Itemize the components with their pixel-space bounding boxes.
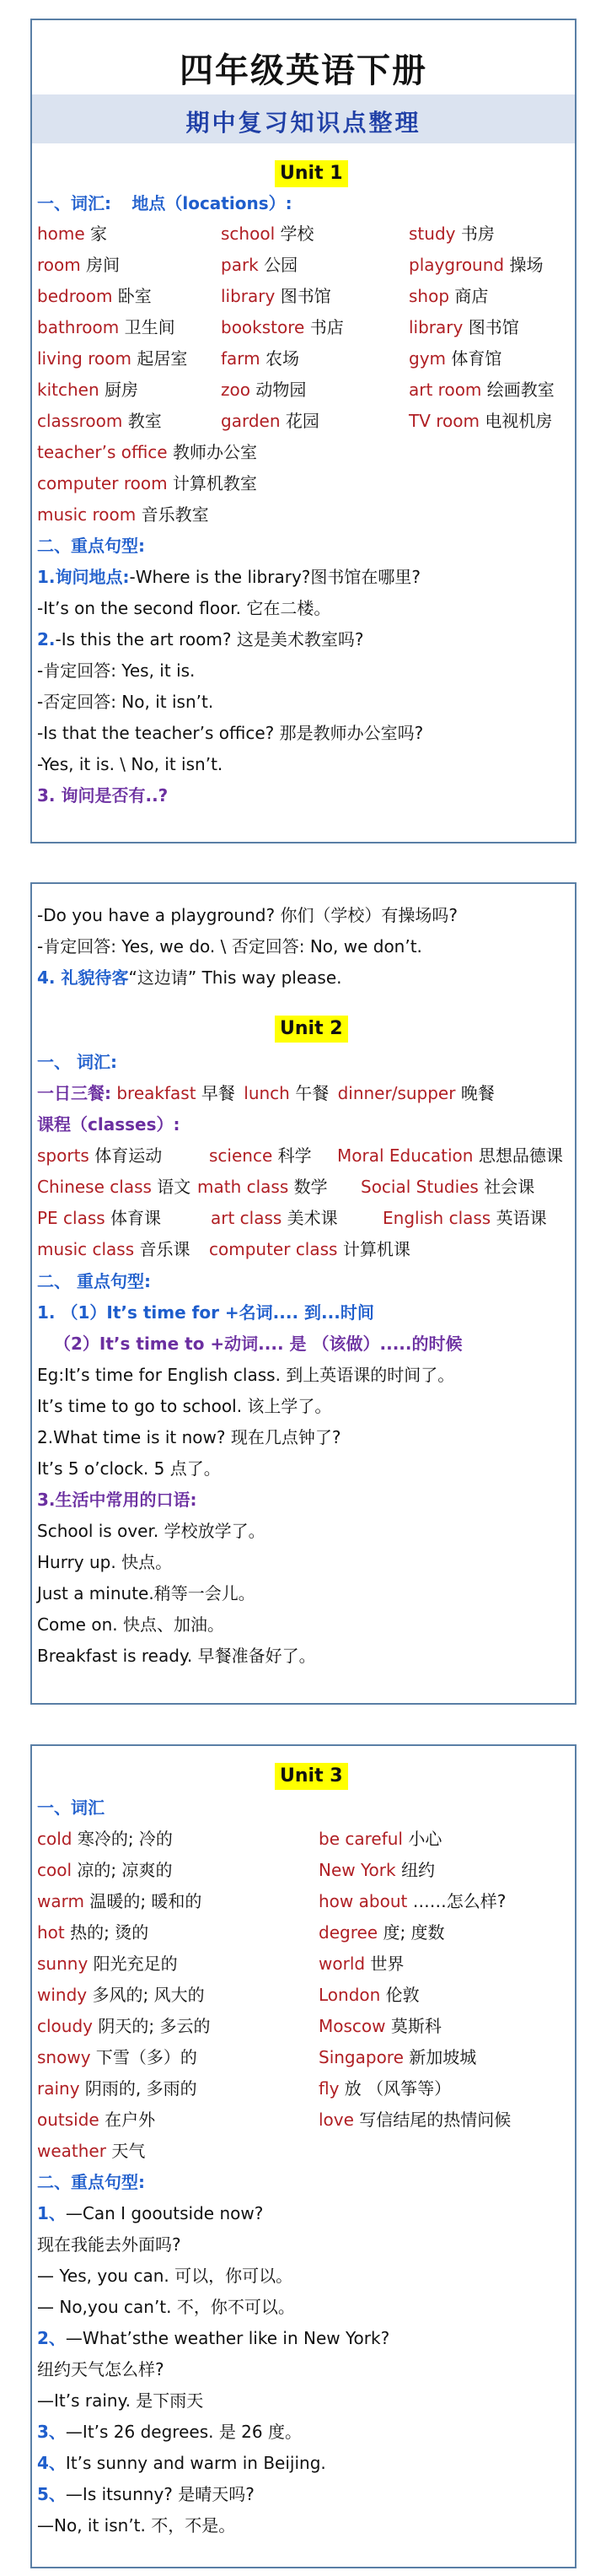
sentence-text: It’s sunny and warm in Beijing. — [65, 2453, 326, 2473]
vocab-item-en: playground — [409, 255, 505, 275]
vocab-header: 一、词汇: — [37, 193, 111, 213]
unit1-sentence-4: 4. 礼貌待客“这边请” This way please. — [37, 967, 342, 988]
vocab-item-en: cloudy — [37, 2016, 93, 2036]
vocab-item-zh: 电视机房 — [480, 411, 553, 431]
unit2-vocab-heading: 一、 词汇: — [37, 1052, 117, 1072]
class-item — [37, 1237, 190, 1262]
unit2-line: 2.What time is it now? 现在几点钟了? — [37, 1427, 341, 1447]
unit3-line — [37, 2201, 263, 2226]
vocab-item — [37, 315, 175, 340]
vocab-item — [319, 1889, 506, 1914]
unit1-line: -Yes, it is. \ No, it isn’t. — [37, 754, 223, 774]
unit3-line — [37, 2419, 302, 2444]
vocab-item — [37, 283, 152, 309]
class-item-en: science — [209, 1145, 273, 1166]
class-item-zh: 科学 — [272, 1145, 312, 1166]
vocab-item-en: bedroom — [37, 286, 113, 306]
vocab-item-zh: 起居室 — [131, 348, 188, 369]
vocab-item — [37, 1826, 173, 1851]
unit1-sentence-1: 1.询问地点:-Where is the library?图书馆在哪里? — [37, 567, 421, 587]
vocab-item — [37, 2045, 197, 2070]
vocab-item-en: degree — [319, 1922, 378, 1943]
vocab-item-en: school — [221, 224, 276, 244]
vocab-item — [409, 346, 501, 371]
unit1-line: -It’s on the second floor. 它在二楼。 — [37, 598, 331, 618]
sentence-number: 4、 — [37, 2453, 66, 2473]
vocab-item-en: farm — [221, 348, 260, 369]
vocab-item — [319, 1982, 420, 2007]
vocab-item-zh: 农场 — [260, 348, 300, 369]
vocab-item-zh: 图书馆 — [463, 317, 519, 337]
vocab-item — [319, 1826, 442, 1851]
sentence-text: —It’s 26 degrees. 是 26 度。 — [65, 2422, 302, 2442]
sentence-text: —What’sthe weather like in New York? — [65, 2328, 390, 2348]
vocab-item — [37, 2107, 155, 2132]
vocab-item-zh: 公园 — [258, 255, 298, 275]
vocab-item — [221, 283, 331, 309]
unit3-line — [37, 2450, 326, 2476]
vocab-item — [409, 315, 519, 340]
vocab-item-zh: ……怎么样? — [407, 1891, 507, 1911]
vocab-item-en: shop — [409, 286, 450, 306]
vocab-item — [37, 2013, 210, 2039]
vocab-item-zh: 放 （风筝等） — [339, 2078, 452, 2099]
vocab-item-zh: 书店 — [304, 317, 344, 337]
page-subtitle: 期中复习知识点整理 — [185, 109, 421, 137]
vocab-item-en: library — [221, 286, 276, 306]
unit3-line — [37, 2388, 203, 2413]
sentence-text: —Is itsunny? 是晴天吗? — [65, 2484, 255, 2504]
vocab-item-zh: 下雪（多）的 — [90, 2047, 197, 2067]
unit2-line: School is over. 学校放学了。 — [37, 1521, 265, 1541]
unit3-line — [37, 2325, 389, 2351]
vocab-item — [37, 1889, 201, 1914]
class-item-zh: 英语课 — [491, 1208, 547, 1228]
vocab-item — [221, 377, 306, 402]
vocab-item-zh: 动物园 — [249, 380, 307, 400]
vocab-item-en: room — [37, 255, 81, 275]
vocab-item-en: weather — [37, 2141, 106, 2161]
class-item — [37, 1143, 162, 1168]
vocab-item-zh: 热的; 烫的 — [64, 1922, 149, 1943]
vocab-item-en: sunny — [37, 1954, 88, 1974]
sentence-text: —It’s rainy. 是下雨天 — [37, 2390, 204, 2411]
page-title: 四年级英语下册 — [180, 51, 427, 90]
vocab-item — [319, 2013, 442, 2039]
vocab-item-en: love — [319, 2110, 354, 2130]
vocab-item-zh: 新加坡城 — [403, 2047, 477, 2067]
unit2-line: It’s 5 o’clock. 5 点了。 — [37, 1458, 221, 1479]
vocab-item-en: park — [221, 255, 259, 275]
vocab-item — [37, 1951, 178, 1976]
unit1-card — [30, 19, 577, 843]
vocab-item — [37, 221, 107, 246]
vocab-item-zh: 教室 — [122, 411, 162, 431]
unit1-line: 2.-Is this the art room? 这是美术教室吗? — [37, 629, 364, 649]
unit2-line: Breakfast is ready. 早餐准备好了。 — [37, 1646, 316, 1666]
unit3-line — [37, 2294, 295, 2320]
sentence-number: 5、 — [37, 2484, 66, 2504]
class-item-en: art class — [211, 1208, 282, 1228]
unit3-card — [30, 1744, 577, 2568]
vocab-item — [319, 2045, 476, 2070]
unit2-spoken-heading: 3.生活中常用的口语: — [37, 1490, 197, 1510]
vocab-item-en: Singapore — [319, 2047, 404, 2067]
vocab-extra-1: computer room 计算机教室 — [37, 473, 257, 493]
class-item — [197, 1174, 328, 1199]
vocab-item — [221, 346, 299, 371]
vocab-item-en: outside — [37, 2110, 99, 2130]
vocab-item — [409, 283, 488, 309]
vocab-item-en: cool — [37, 1860, 72, 1880]
vocab-item-en: New York — [319, 1860, 396, 1880]
vocab-item-zh: 世界 — [365, 1954, 405, 1974]
vocab-item-en: world — [319, 1954, 366, 1974]
vocab-item — [37, 2138, 145, 2164]
vocab-item-en: art room — [409, 380, 482, 400]
vocab-item — [37, 252, 120, 278]
vocab-item — [409, 377, 555, 402]
vocab-item-zh: 在户外 — [99, 2110, 156, 2130]
vocab-extra-2: music room 音乐教室 — [37, 504, 209, 525]
vocab-item — [37, 346, 187, 371]
vocab-item-zh: 商店 — [449, 286, 489, 306]
vocab-item-en: how about — [319, 1891, 408, 1911]
unit1-vocab-heading — [37, 191, 292, 216]
vocab-item-en: kitchen — [37, 380, 99, 400]
vocab-item-en: be careful — [319, 1829, 403, 1849]
unit3-line — [37, 2357, 164, 2382]
vocab-item-en: garden — [221, 411, 281, 431]
vocab-item-en: snowy — [37, 2047, 91, 2067]
vocab-item-en: cold — [37, 1829, 72, 1849]
vocab-item — [221, 221, 314, 246]
class-item-zh: 体育运动 — [88, 1145, 163, 1166]
vocab-item-en: hot — [37, 1922, 65, 1943]
sentence-text: 现在我能去外面吗? — [37, 2234, 181, 2255]
unit2-pattern-2: （2）It’s time to +动词.... 是 （该做）.....的时候 — [54, 1334, 463, 1354]
sentence-number: 1、 — [37, 2203, 66, 2223]
class-item — [209, 1143, 312, 1168]
unit2-line: Hurry up. 快点。 — [37, 1552, 173, 1572]
unit2-sentences-heading: 二、 重点句型: — [37, 1271, 151, 1291]
class-item — [211, 1205, 338, 1231]
vocab-item — [409, 408, 552, 434]
vocab-item-zh: 阴雨的, 多雨的 — [79, 2078, 197, 2099]
vocab-extra-0: teacher’s office 教师办公室 — [37, 442, 257, 462]
vocab-item-zh: 度; 度数 — [378, 1922, 445, 1943]
vocab-item — [319, 1920, 445, 1945]
vocab-item — [37, 377, 138, 402]
class-item-en: Moral Education — [337, 1145, 474, 1166]
unit3-line — [37, 2263, 292, 2288]
vocab-item-en: windy — [37, 1985, 88, 2005]
class-item — [209, 1237, 410, 1262]
vocab-item — [37, 408, 162, 434]
vocab-item-zh: 房间 — [80, 255, 121, 275]
vocab-item-en: fly — [319, 2078, 340, 2099]
vocab-item-en: living room — [37, 348, 131, 369]
vocab-item-en: zoo — [221, 380, 250, 400]
vocab-item — [37, 1982, 205, 2007]
vocab-item-en: bookstore — [221, 317, 305, 337]
vocab-item — [319, 2076, 451, 2101]
vocab-item-zh: 阳光充足的 — [88, 1954, 178, 1974]
class-item-en: computer class — [209, 1239, 338, 1259]
class-item-zh: 音乐课 — [134, 1239, 190, 1259]
unit1-line: -否定回答: No, it isn’t. — [37, 692, 214, 712]
vocab-item-en: warm — [37, 1891, 84, 1911]
vocab-item-zh: 纽约 — [395, 1860, 435, 1880]
vocab-item-zh: 寒冷的; 冷的 — [72, 1829, 173, 1849]
unit1-line: -肯定回答: Yes, it is. — [37, 660, 196, 681]
vocab-item — [221, 408, 319, 434]
unit2-label: Unit 2 — [275, 1016, 348, 1043]
class-item-zh: 计算机课 — [337, 1239, 410, 1259]
class-item — [361, 1174, 534, 1199]
unit2-line: It’s time to go to school. 该上学了。 — [37, 1396, 332, 1416]
class-item — [37, 1205, 161, 1231]
class-item-en: Chinese class — [37, 1177, 152, 1197]
vocab-item-zh: 小心 — [402, 1829, 442, 1849]
class-item-en: math class — [197, 1177, 289, 1197]
unit1-label: Unit 1 — [275, 160, 348, 187]
vocab-item-en: library — [409, 317, 464, 337]
vocab-item-zh: 温暖的; 暖和的 — [83, 1891, 202, 1911]
vocab-item — [37, 2076, 197, 2101]
class-item-en: music class — [37, 1239, 135, 1259]
unit2-meals: 一日三餐: breakfast 早餐 lunch 午餐 dinner/supper 晚餐 — [37, 1083, 495, 1103]
class-item-zh: 社会课 — [478, 1177, 535, 1197]
vocab-item — [37, 1857, 172, 1883]
vocab-item-en: classroom — [37, 411, 123, 431]
vocab-item-zh: 厨房 — [99, 380, 138, 400]
vocab-item — [221, 252, 298, 278]
vocab-item — [319, 1857, 435, 1883]
vocab-item-zh: 多风的; 风大的 — [87, 1985, 205, 2005]
vocab-item-en: rainy — [37, 2078, 80, 2099]
vocab-item-zh: 书房 — [455, 224, 495, 244]
unit3-sentences-heading: 二、重点句型: — [37, 2172, 145, 2192]
unit3-line — [37, 2482, 255, 2507]
class-item-zh: 体育课 — [105, 1208, 162, 1228]
vocab-item-zh: 体育馆 — [446, 348, 502, 369]
sentence-number: 3、 — [37, 2422, 66, 2442]
vocab-item-zh: 莫斯科 — [385, 2016, 442, 2036]
unit2-classes-heading: 课程（classes）: — [37, 1114, 180, 1134]
unit3-label: Unit 3 — [275, 1763, 348, 1790]
class-item-zh: 思想品德课 — [473, 1145, 563, 1166]
vocab-item-zh: 卫生间 — [119, 317, 175, 337]
unit1-sentences-heading: 二、重点句型: — [37, 536, 145, 556]
vocab-item-zh: 凉的; 凉爽的 — [72, 1860, 173, 1880]
sentence-text: —No, it isn’t. 不，不是。 — [37, 2515, 236, 2536]
vocab-item-zh: 伦敦 — [380, 1985, 420, 2005]
vocab-item-en: bathroom — [37, 317, 120, 337]
unit1-cont-line: -Do you have a playground? 你们（学校）有操场吗? — [37, 905, 459, 925]
class-item-en: English class — [383, 1208, 491, 1228]
vocab-item — [37, 1920, 148, 1945]
unit3-line — [37, 2513, 235, 2538]
unit2-pattern-1: 1. （1）It’s time for +名词.... 到...时间 — [37, 1302, 374, 1323]
vocab-item-en: Moscow — [319, 2016, 386, 2036]
unit3-vocab-heading: 一、词汇 — [37, 1797, 105, 1818]
vocab-item — [409, 221, 495, 246]
unit1-line: -Is that the teacher’s office? 那是教师办公室吗? — [37, 723, 424, 743]
class-item-zh: 语文 — [151, 1177, 191, 1197]
vocab-item-zh: 花园 — [280, 411, 319, 431]
vocab-item-zh: 阴天的; 多云的 — [93, 2016, 211, 2036]
vocab-item-en: study — [409, 224, 456, 244]
vocab-item-en: TV room — [409, 411, 480, 431]
vocab-item-zh: 操场 — [504, 255, 544, 275]
sentence-text: — Yes, you can. 可以，你可以。 — [37, 2266, 293, 2286]
vocab-item-en: home — [37, 224, 85, 244]
unit2-line: Eg:It’s time for English class. 到上英语课的时间了。 — [37, 1365, 455, 1385]
vocab-item-zh: 图书馆 — [275, 286, 331, 306]
vocab-item — [319, 1951, 404, 1976]
unit2-card — [30, 882, 577, 1705]
class-item-zh: 数学 — [288, 1177, 328, 1197]
sentence-text: 纽约天气怎么样? — [37, 2359, 164, 2379]
class-item — [37, 1174, 190, 1199]
class-item-en: Social Studies — [361, 1177, 479, 1197]
unit2-line: Just a minute.稍等一会儿。 — [37, 1583, 255, 1603]
unit3-line — [37, 2232, 181, 2257]
vocab-item-zh: 家 — [84, 224, 108, 244]
places-header: 地点（locations）: — [131, 193, 292, 213]
vocab-item-zh: 卧室 — [112, 286, 152, 306]
class-item-en: PE class — [37, 1208, 105, 1228]
class-item — [383, 1205, 547, 1231]
vocab-item-zh: 写信结尾的热情问候 — [353, 2110, 512, 2130]
vocab-item — [409, 252, 543, 278]
vocab-item-zh: 绘画教室 — [481, 380, 555, 400]
unit1-sentence-3: 3. 询问是否有..? — [37, 785, 169, 806]
vocab-item-en: London — [319, 1985, 381, 2005]
vocab-item — [221, 315, 344, 340]
unit1-cont-line: -肯定回答: Yes, we do. \ 否定回答: No, we don’t. — [37, 936, 422, 957]
class-item — [337, 1143, 563, 1168]
sentence-text: —Can I gooutside now? — [65, 2203, 264, 2223]
vocab-item-zh: 学校 — [275, 224, 314, 244]
vocab-item — [319, 2107, 511, 2132]
class-item-zh: 美术课 — [282, 1208, 338, 1228]
unit2-line: Come on. 快点、加油。 — [37, 1614, 224, 1635]
vocab-item-zh: 天气 — [105, 2141, 146, 2161]
vocab-item-en: gym — [409, 348, 447, 369]
sentence-text: — No,you can’t. 不，你不可以。 — [37, 2297, 295, 2317]
class-item-en: sports — [37, 1145, 89, 1166]
sentence-number: 2、 — [37, 2328, 66, 2348]
